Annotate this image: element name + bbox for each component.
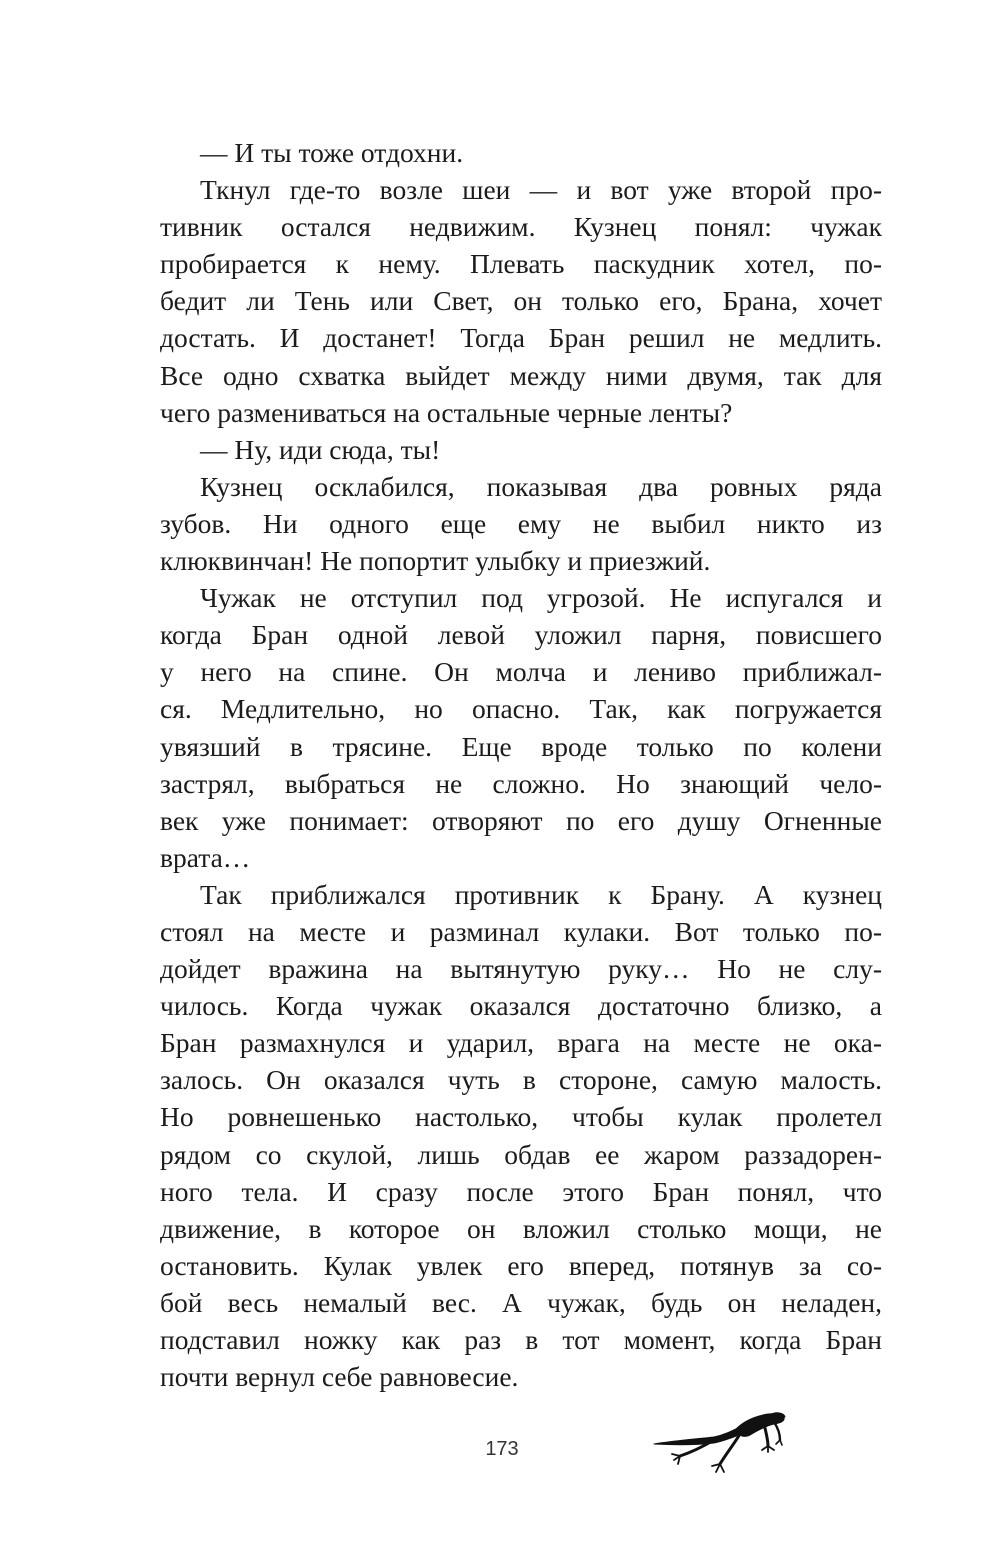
text-line: век уже понимает: отворяют по его душу Огненные — [160, 804, 882, 836]
text-line: врата… — [160, 841, 251, 873]
text-line: ного тела. И сразу после этого Бран понял, что — [160, 1175, 882, 1207]
text-line: движение, в которое он вложил столько мощи, не — [160, 1212, 882, 1244]
text-line: бедит ли Тень или Свет, он только его, Брана, хочет — [160, 285, 882, 317]
text-line: у него на спине. Он молча и лениво приближал- — [160, 656, 882, 688]
text-line: чего размениваться на остальные черные ленты? — [160, 396, 733, 428]
text-line: увязший в трясине. Еще вроде только по колени — [160, 730, 882, 762]
text-line: остановить. Кулак увлек его вперед, потянув за со- — [160, 1249, 882, 1281]
text-line: чилось. Когда чужак оказался достаточно близко, а — [160, 990, 882, 1022]
text-line: достать. И достанет! Тогда Бран решил не медлить. — [160, 322, 882, 354]
text-line: Все одно схватка выйдет между ними двумя, так для — [160, 359, 882, 391]
text-line: Бран размахнулся и ударил, врага на месте не ока- — [160, 1027, 882, 1059]
text-line: стоял на месте и разминал кулаки. Вот только по- — [160, 915, 882, 947]
text-line: подставил ножку как раз в тот момент, когда Бран — [160, 1324, 882, 1355]
text-line: зубов. Ни одного еще ему не выбил никто из — [160, 507, 882, 539]
text-line: залось. Он оказался чуть в стороне, самую малость. — [160, 1064, 882, 1096]
text-line: бой весь немалый вес. А чужак, будь он неладен, — [160, 1286, 882, 1318]
text-line: пробирается к нему. Плевать паскудник хотел, по- — [160, 248, 882, 280]
text-line: дойдет вражина на вытянутую руку… Но не слу- — [160, 953, 882, 985]
text-line: — Ну, иди сюда, ты! — [200, 433, 441, 465]
text-line: Ткнул где-то возле шеи — и вот уже второй про- — [200, 174, 882, 206]
text-line: Но ровнешенько настолько, чтобы кулак пролетел — [160, 1101, 882, 1133]
text-line: почти вернул себе равновесие. — [160, 1361, 519, 1393]
text-line: застрял, выбраться не сложно. Но знающий чело- — [160, 767, 882, 799]
text-line: рядом со скулой, лишь обдав ее жаром раззадорен- — [160, 1138, 882, 1170]
text-line: Кузнец осклабился, показывая два ровных ряда — [200, 470, 882, 502]
text-line: ся. Медлительно, но опасно. Так, как погружается — [160, 693, 882, 725]
newt-silhouette-icon — [652, 1412, 786, 1478]
text-line: тивник остался недвижим. Кузнец понял: чужак — [160, 211, 882, 243]
text-line: когда Бран одной левой уложил парня, повисшего — [160, 619, 882, 651]
page-number: 173 — [485, 1438, 519, 1460]
body-text — [160, 134, 882, 1395]
text-line: — И ты тоже отдохни. — [200, 137, 464, 168]
text-line: клюквинчан! Не попортит улыбку и приезжий. — [160, 545, 711, 577]
text-line: Чужак не отступил под угрозой. Не испугался и — [200, 582, 882, 614]
text-line: Так приближался противник к Брану. А кузнец — [200, 878, 882, 910]
